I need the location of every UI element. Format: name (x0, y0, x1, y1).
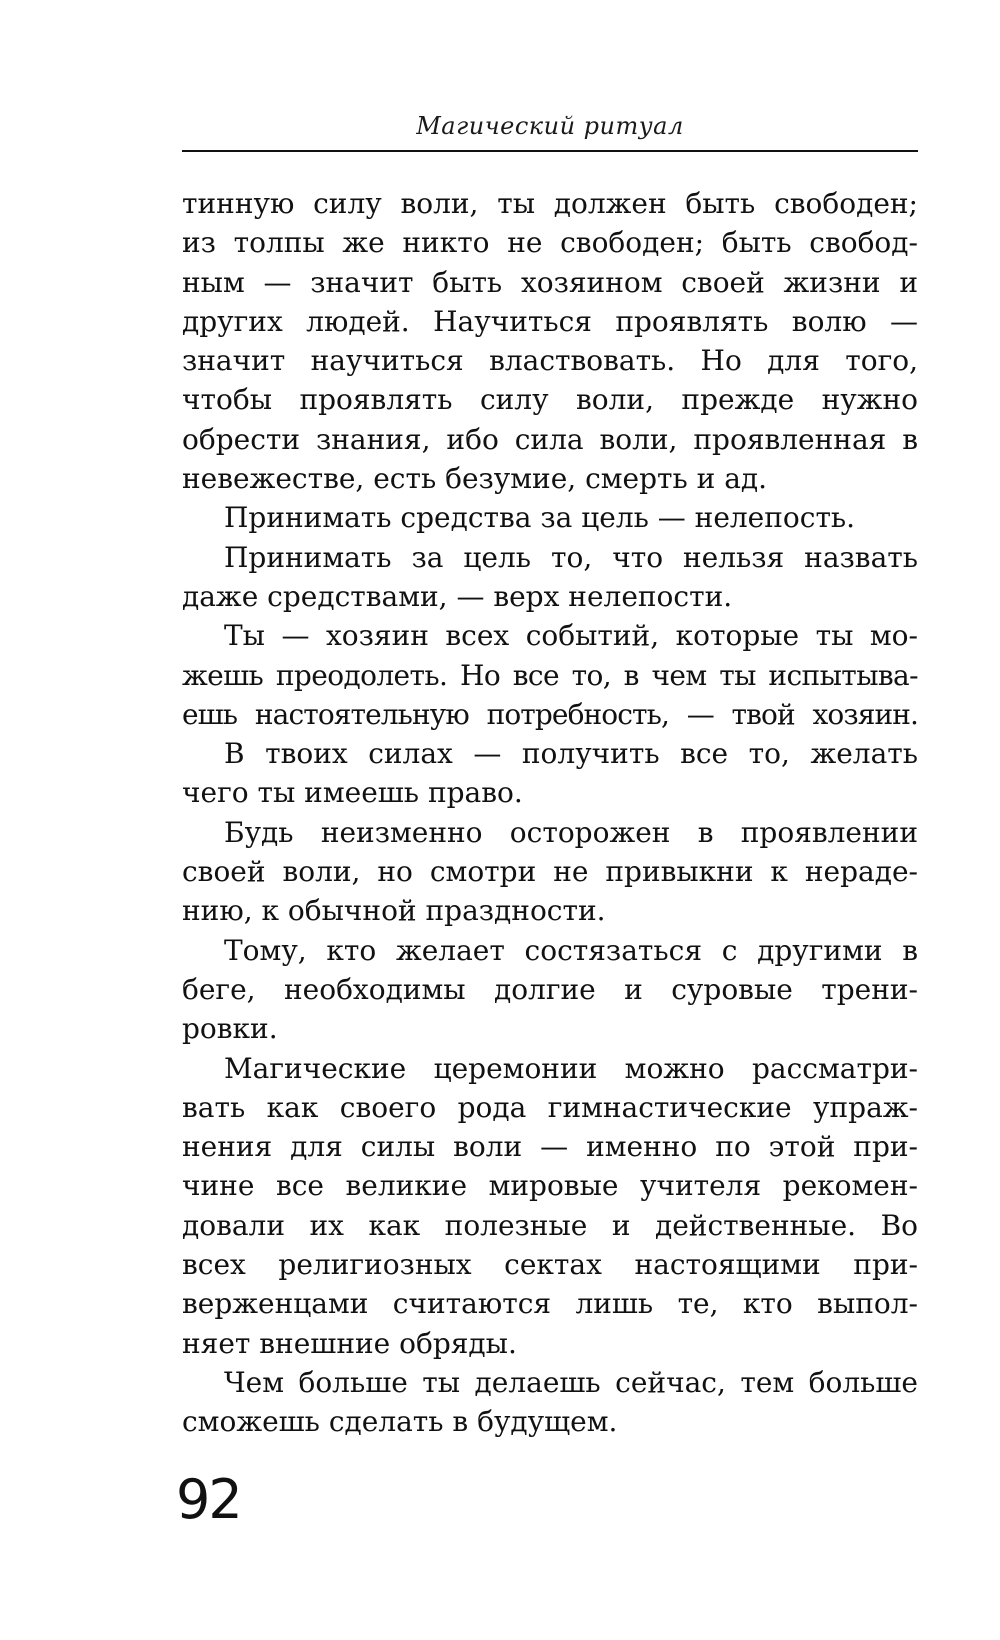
text-line: Будь неизменно осторожен в проявлении (224, 815, 918, 849)
text-line: чтобы проявлять силу воли, прежде нужно (182, 383, 918, 417)
text-line: нию, к обычной праздности. (182, 894, 606, 928)
text-line: Магические церемонии можно рассматри- (224, 1051, 918, 1085)
text-line: Принимать средства за цель — нелепость. (224, 501, 856, 535)
text-line: даже средствами, — верх нелепости. (182, 579, 733, 613)
text-line: своей воли, но смотри не привыкни к нераде- (182, 855, 918, 889)
text-line: невежестве, есть безумие, смерть и ад. (182, 462, 768, 496)
text-line: ным — значит быть хозяином своей жизни и (182, 265, 918, 299)
text-line: В твоих силах — получить все то, желать (224, 737, 918, 771)
header-rule (182, 150, 918, 152)
page-number: 92 (176, 1468, 241, 1531)
text-line: нения для силы воли — именно по этой при- (182, 1130, 918, 1164)
text-line: других людей. Научиться проявлять волю — (182, 304, 918, 338)
text-line: из толпы же никто не свободен; быть свобод- (182, 226, 918, 260)
text-line: Принимать за цель то, что нельзя назвать (224, 540, 918, 574)
text-line: Ты — хозяин всех событий, которые ты мо- (224, 619, 918, 653)
text-line: чине все великие мировые учителя рекомен- (182, 1169, 918, 1203)
text-line: сможешь сделать в будущем. (182, 1405, 618, 1439)
text-line: чего ты имеешь право. (182, 776, 523, 810)
text-line: ровки. (182, 1012, 278, 1046)
text-line: всех религиозных сектах настоящими при- (182, 1248, 918, 1282)
text-line: верженцами считаются лишь те, кто выпол- (182, 1287, 918, 1321)
text-line: обрести знания, ибо сила воли, проявленная в (182, 422, 918, 456)
text-line: ешь настоятельную потребность, — твой хозяин. (182, 697, 918, 731)
text-line: довали их как полезные и действенные. Во (182, 1208, 918, 1242)
text-line: жешь преодолеть. Но все то, в чем ты испытыва- (182, 658, 918, 692)
body-text (182, 184, 918, 1442)
text-line: значит научиться властвовать. Но для того, (182, 344, 918, 378)
text-line: Тому, кто желает состязаться с другими в (224, 933, 918, 967)
text-line: беге, необходимы долгие и суровые трени- (182, 972, 918, 1006)
text-line: тинную силу воли, ты должен быть свободен; (182, 187, 918, 220)
text-line: вать как своего рода гимнастические упраж- (182, 1090, 918, 1124)
text-line: няет внешние обряды. (182, 1326, 517, 1360)
running-header-title: Магический ритуал (416, 112, 684, 140)
text-line: Чем больше ты делаешь сейчас, тем больше (224, 1365, 918, 1399)
